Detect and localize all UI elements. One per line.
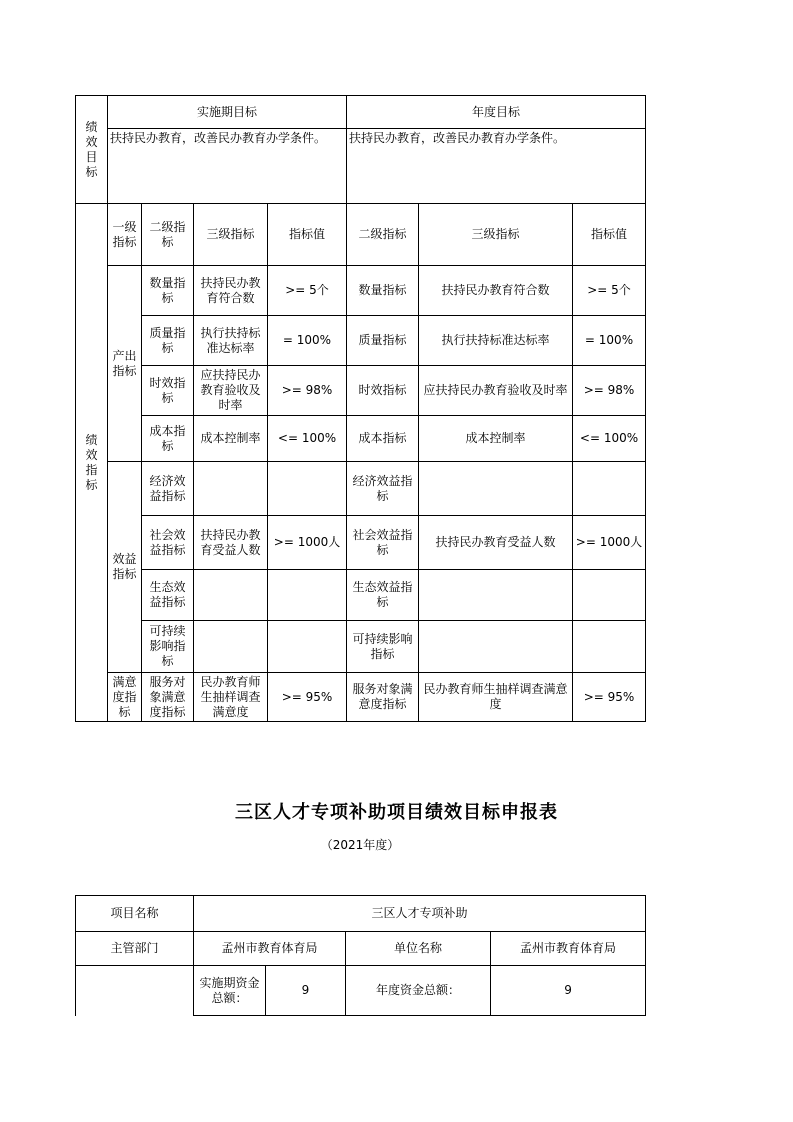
- header-level1: 一级指标: [108, 204, 142, 266]
- indicator-level3: 执行扶持标准达标率: [194, 316, 268, 366]
- annual-indicator-value: = 100%: [573, 316, 646, 366]
- indicator-value: >= 98%: [268, 366, 347, 416]
- output-indicator-label: 产出指标: [108, 266, 142, 462]
- annual-indicator-level3: 成本控制率: [419, 416, 573, 462]
- header-level2: 二级指标: [142, 204, 194, 266]
- project-name-value: 三区人才专项补助: [194, 896, 646, 932]
- indicator-value: = 100%: [268, 316, 347, 366]
- unit-value: 孟州市教育体育局: [491, 932, 646, 966]
- annual-indicator-level2: 社会效益指标: [347, 516, 419, 570]
- annual-indicator-value: [573, 621, 646, 673]
- annual-indicator-value: >= 95%: [573, 673, 646, 722]
- indicator-value: >= 5个: [268, 266, 347, 316]
- annual-funds-value: 9: [491, 966, 646, 1016]
- indicator-level2: 社会效益指标: [142, 516, 194, 570]
- annual-goal-header: 年度目标: [347, 96, 646, 129]
- header-annual-value: 指标值: [573, 204, 646, 266]
- indicator-level3: 民办教育师生抽样调查满意度: [194, 673, 268, 722]
- period-goal-header: 实施期目标: [108, 96, 347, 129]
- indicator-level3: [194, 462, 268, 516]
- annual-indicator-level3: 扶持民办教育符合数: [419, 266, 573, 316]
- annual-indicator-level2: 服务对象满意度指标: [347, 673, 419, 722]
- indicator-level3: 扶持民办教育符合数: [194, 266, 268, 316]
- annual-funds-label: 年度资金总额：: [346, 966, 491, 1016]
- unit-label: 单位名称: [346, 932, 491, 966]
- annual-indicator-level3: [419, 570, 573, 621]
- annual-goal-text: 扶持民办教育，改善民办教育办学条件。: [347, 129, 646, 204]
- annual-indicator-value: >= 98%: [573, 366, 646, 416]
- indicator-value: <= 100%: [268, 416, 347, 462]
- indicator-level2: 服务对象满意度指标: [142, 673, 194, 722]
- indicator-level3: 扶持民办教育受益人数: [194, 516, 268, 570]
- satisfaction-indicator-label: 满意度指标: [108, 673, 142, 722]
- period-funds-label: 实施期资金总额：: [194, 966, 266, 1016]
- annual-indicator-level2: 时效指标: [347, 366, 419, 416]
- annual-indicator-level3: 应扶持民办教育验收及时率: [419, 366, 573, 416]
- dept-value: 孟州市教育体育局: [194, 932, 346, 966]
- annual-indicator-level3: [419, 462, 573, 516]
- indicator-level2: 数量指标: [142, 266, 194, 316]
- annual-indicator-value: >= 1000人: [573, 516, 646, 570]
- header-annual-level3: 三级指标: [419, 204, 573, 266]
- annual-indicator-value: [573, 462, 646, 516]
- project-info-table: [75, 895, 646, 1016]
- indicator-level2: 生态效益指标: [142, 570, 194, 621]
- annual-indicator-value: <= 100%: [573, 416, 646, 462]
- performance-goals-table: [75, 95, 646, 722]
- annual-indicator-level2: 生态效益指标: [347, 570, 419, 621]
- annual-indicator-value: [573, 570, 646, 621]
- indicator-level2: 可持续影响指标: [142, 621, 194, 673]
- indicator-value: [268, 621, 347, 673]
- indicator-level3: 应扶持民办教育验收及时率: [194, 366, 268, 416]
- header-level3: 三级指标: [194, 204, 268, 266]
- form-year: （2021年度）: [320, 838, 400, 852]
- indicator-level2: 时效指标: [142, 366, 194, 416]
- annual-indicator-value: >= 5个: [573, 266, 646, 316]
- annual-indicator-level3: [419, 621, 573, 673]
- period-funds-value: 9: [266, 966, 346, 1016]
- indicator-value: [268, 570, 347, 621]
- annual-indicator-level2: 数量指标: [347, 266, 419, 316]
- annual-indicator-level3: 执行扶持标准达标率: [419, 316, 573, 366]
- indicator-value: >= 1000人: [268, 516, 347, 570]
- annual-indicator-level2: 经济效益指标: [347, 462, 419, 516]
- indicator-level2: 经济效益指标: [142, 462, 194, 516]
- annual-indicator-level3: 民办教育师生抽样调查满意度: [419, 673, 573, 722]
- project-name-label: 项目名称: [76, 896, 194, 932]
- period-goal-text: 扶持民办教育，改善民办教育办学条件。: [108, 129, 347, 204]
- indicator-level3: 成本控制率: [194, 416, 268, 462]
- indicator-value: [268, 462, 347, 516]
- indicator-level2: 成本指标: [142, 416, 194, 462]
- benefit-indicator-label: 效益指标: [108, 462, 142, 673]
- annual-indicator-level2: 质量指标: [347, 316, 419, 366]
- dept-label: 主管部门: [76, 932, 194, 966]
- indicator-level3: [194, 570, 268, 621]
- header-value: 指标值: [268, 204, 347, 266]
- goals-side-label: 绩效目标: [76, 96, 108, 204]
- header-annual-level2: 二级指标: [347, 204, 419, 266]
- annual-indicator-level2: 可持续影响指标: [347, 621, 419, 673]
- annual-indicator-level2: 成本指标: [347, 416, 419, 462]
- annual-indicator-level3: 扶持民办教育受益人数: [419, 516, 573, 570]
- indicator-value: >= 95%: [268, 673, 347, 722]
- funds-blank-cell: [76, 966, 194, 1016]
- indicators-side-label: 绩效指标: [76, 204, 108, 722]
- indicator-level3: [194, 621, 268, 673]
- indicator-level2: 质量指标: [142, 316, 194, 366]
- form-title: 三区人才专项补助项目绩效目标申报表: [235, 802, 558, 823]
